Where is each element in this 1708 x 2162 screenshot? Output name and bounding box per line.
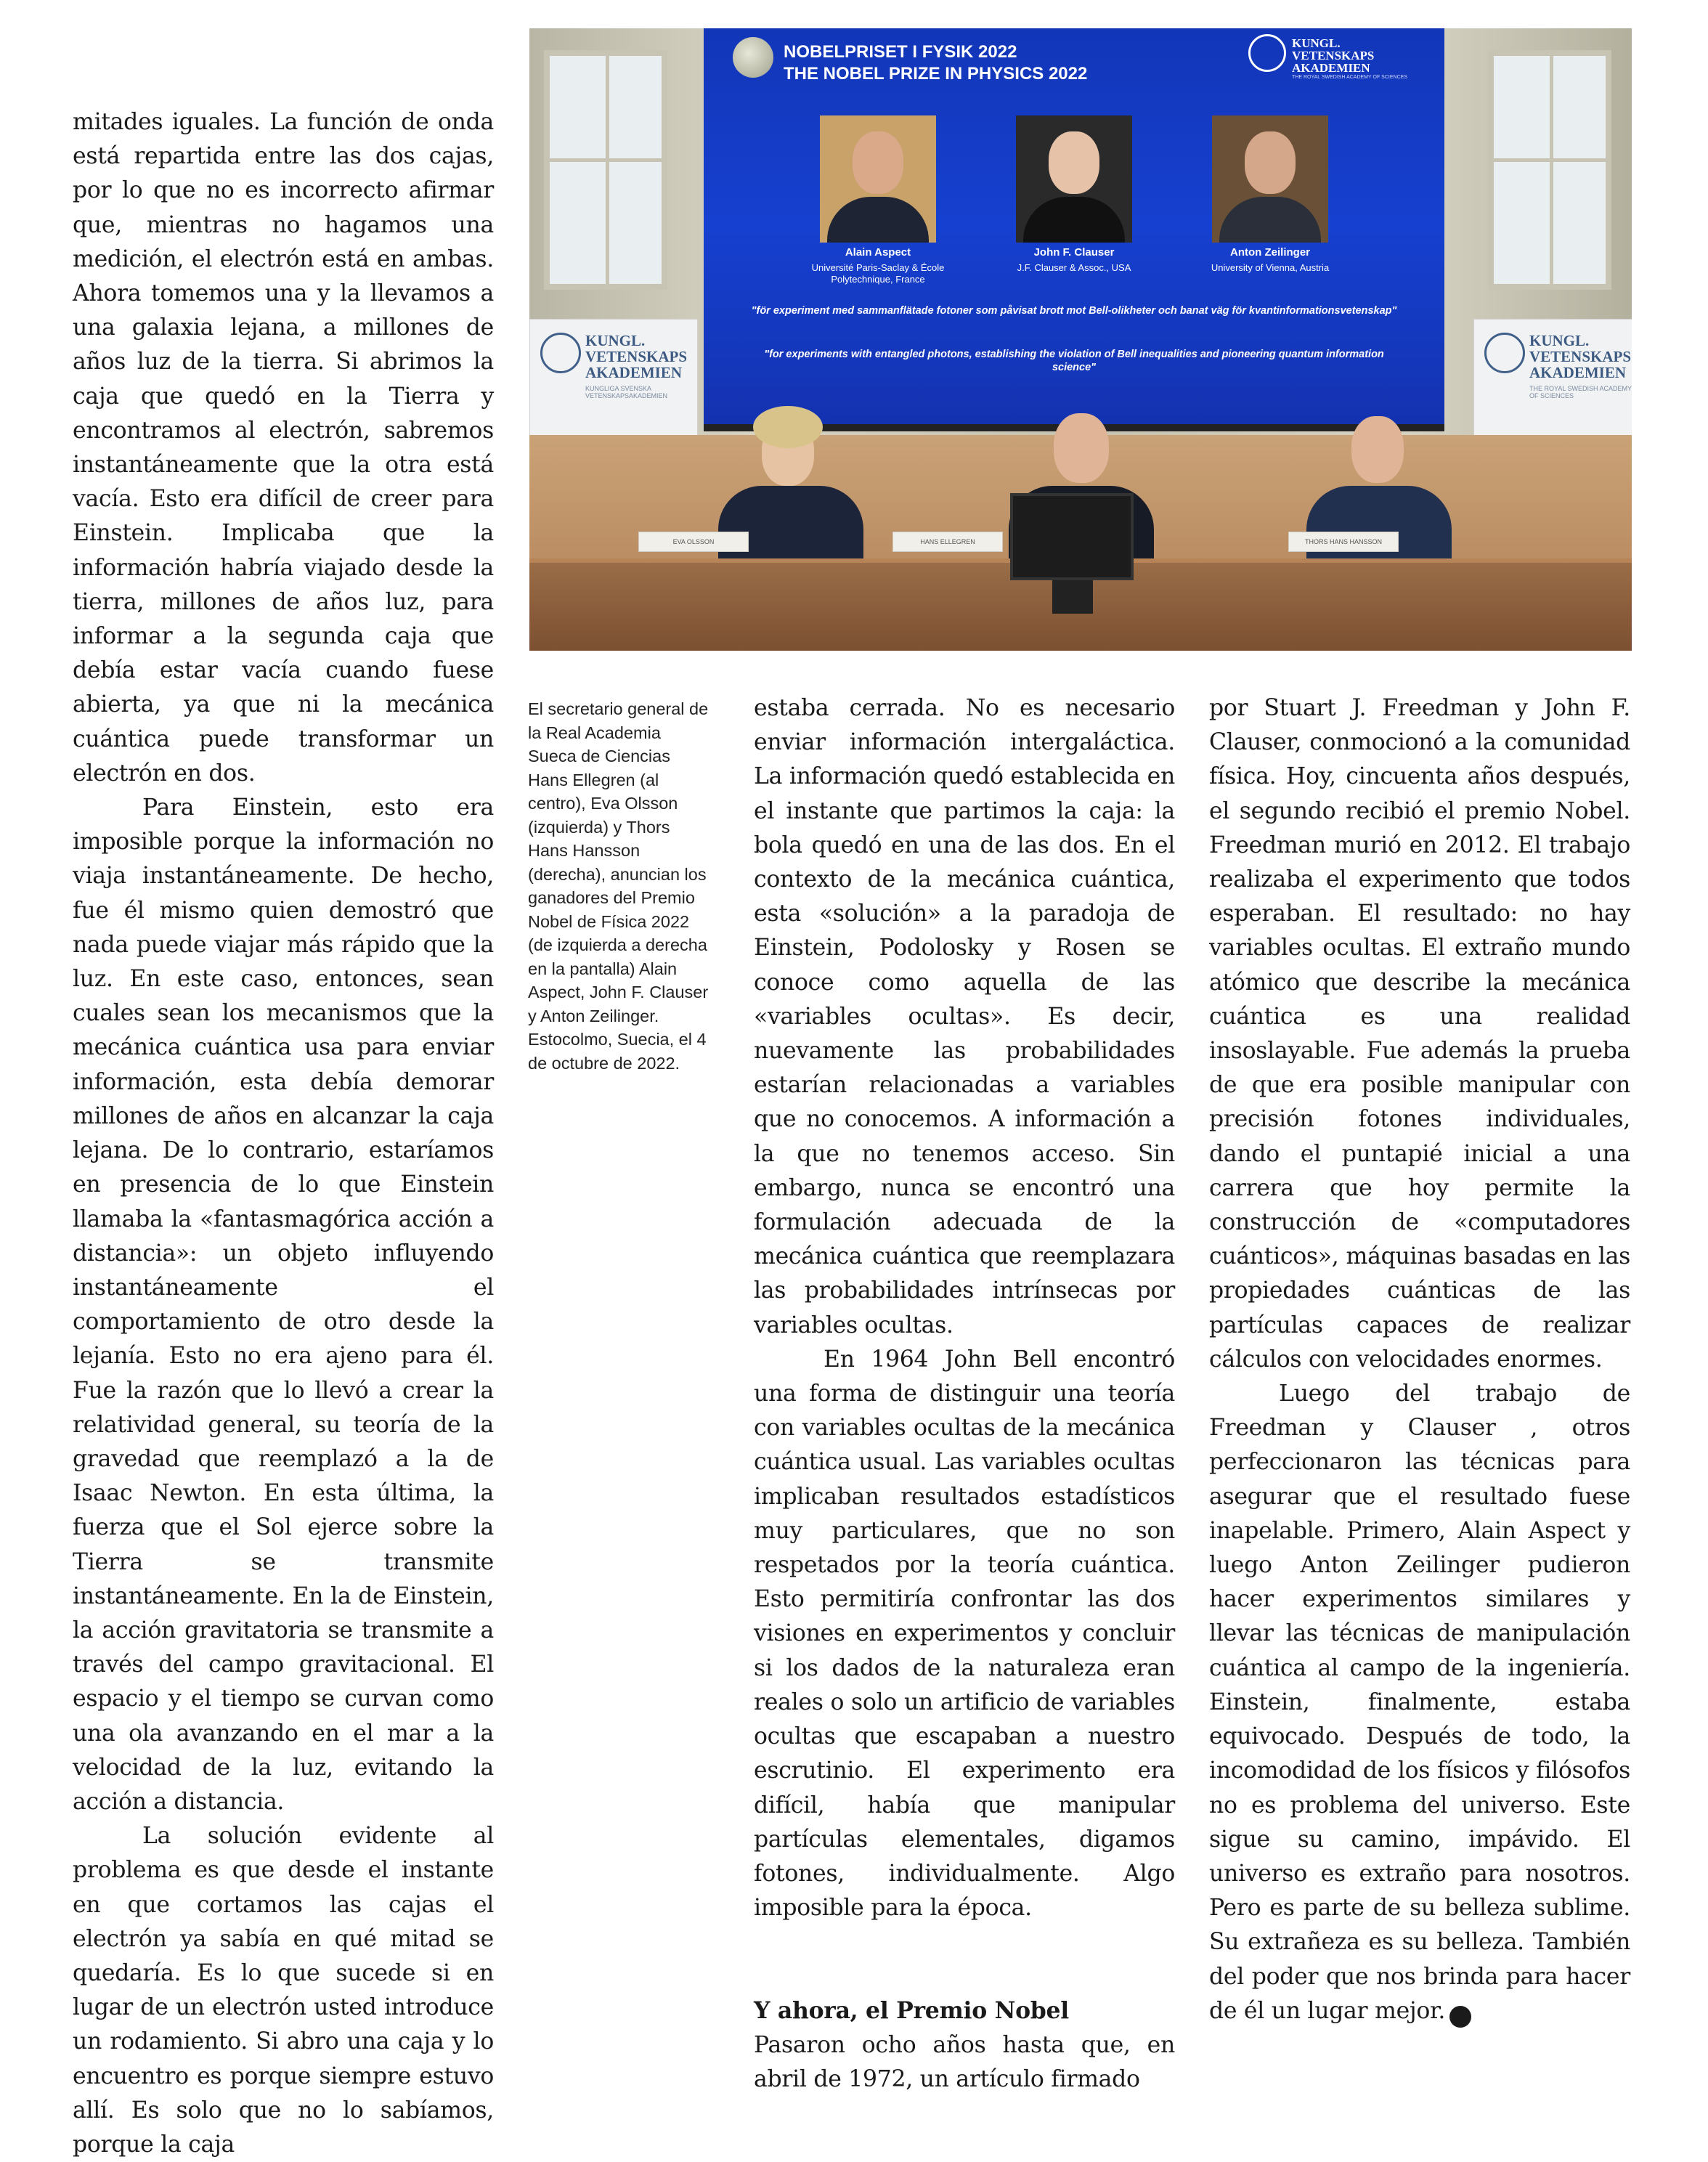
academy-logo [1248, 34, 1415, 85]
laureate-name: Alain Aspect [845, 246, 911, 259]
paragraph: Para Einstein, esto era imposible porque la información no viaja instantáneamente. De hecho, fue él mismo quien demostró que nada puede viajar más rápido que la luz. En este caso, entonces, sean cuales sean los mecanismos que la mecánica cuántica usa para enviar información, esta debía demorar millones de años en alcanzar la caja lejana. De lo contrario, estaríamos en presencia de lo que Einstein llamaba la «fantasmagórica acción a distancia»: un objeto influyendo instantáneamente el comportamiento de otro desde la lejanía. Esto no era ajeno para él. Fue la razón que lo llevó a crear la relatividad general, su teoría de la gravedad que reemplazó a la de Isaac Newton. En esta última, la fuerza que el Sol ejerce sobre la Tierra se transmite instantáneamente. En la de Einstein, la acción gravitatoria se transmite a través del campo gravitacional. El espacio y el tiempo se curvan como una ola avanzando en el mar a la velocidad de la luz, evitando la acción a distancia. [73, 795, 494, 1815]
banner-right-title: KUNGL. VETENSKAPS AKADEMIEN [1529, 332, 1632, 381]
window-right [1488, 50, 1611, 290]
laureate-portrait [1212, 115, 1328, 243]
paragraph [1209, 1377, 1630, 2028]
laureate-affiliation: Université Paris-Saclay & École Polytechnique, France [811, 262, 945, 285]
paragraph: estaba cerrada. No es necesario enviar información intergaláctica. La información quedó establecida en el instante que partimos la caja: la bola quedó en una de las dos. En el contexto de la mecánica cuántica, esta «solución» a la paradoja de Einstein, Podolosky y Rosen se conoce como aquella de las «variables ocultas». Es decir, nuevamente las probabilidades estarían relacionadas a variables que no conocemos. A información a la que no tenemos acceso. Sin embargo, nunca se encontró una formulación adecuada de la mecánica cuántica que reemplazara las probabilidades intrínsecas por variables ocultas. [754, 695, 1175, 1338]
laureate-name: Anton Zeilinger [1230, 246, 1310, 259]
window-left [544, 50, 667, 290]
paragraph: En 1964 John Bell encontró una forma de distinguir una teoría con variables ocultas de la mecánica cuántica usual. Las variables ocultas implicaban resultados estadísticos muy particulares, que no son respetados por la teoría cuántica. Esto permitiría confrontar las dos visiones en experimentos y concluir si los dados de la naturaleza eran reales o solo un artificio de variables ocultas que escapaban a nuestro escrutinio. El experimento era difícil, había que manipular partículas elementales, digamos fotones, individualmente. Algo imposible para la época. [754, 1346, 1175, 1922]
monitor-stand [1052, 580, 1093, 614]
nobel-announcement-photo [529, 28, 1632, 651]
academy-logo-text: KUNGL. VETENSKAPS AKADEMIEN [1292, 36, 1375, 75]
laureate-affiliation: University of Vienna, Austria [1211, 262, 1330, 273]
laureate-affiliation: J.F. Clauser & Assoc., USA [1017, 262, 1131, 273]
paragraph: por Stuart J. Freedman y John F. Clauser, conmocionó a la comunidad física. Hoy, cincuenta años después, el segundo recibió el premio Nobel. Freedman murió en 2012. El trabajo realizaba el experimento que todos esperaban. El resultado: no hay variables ocultas. El extraño mundo atómico que describe la mecánica cuántica es una realidad insoslayable. Fue además la prueba de que era posible manipular con precisión fotones individuales, dando el puntapié inicial a una carrera que hoy permite la construcción de «computadores cuánticos», máquinas basadas en las propiedades cuánticas de las partículas capaces de realizar cálculos con velocidades enormes. [1209, 695, 1630, 1373]
academy-logo-subtitle: THE ROYAL SWEDISH ACADEMY OF SCIENCES [1292, 75, 1407, 80]
screen-header: NOBELPRISET I FYSIK 2022 THE NOBEL PRIZE IN PHYSICS 2022 [784, 42, 1088, 84]
prize-citation-swedish: "för experiment med sammanflätade fotoner som påvisat brott mot Bell-olikheter och banat väg för kvantinformationsvetenskap" [751, 305, 1397, 317]
academy-seal-icon [1484, 333, 1525, 373]
section-subheading: Y ahora, el Premio Nobel [754, 1997, 1069, 2025]
banner-left-title: KUNGL. VETENSKAPS AKADEMIEN [585, 332, 688, 381]
paragraph: mitades iguales. La función de onda está repartida entre las dos cajas, por lo que no es incorrecto afirmar que, mientras no hagamos una medición, el electrón está en ambas. Ahora tomemos una y la llevamos a una galaxia lejana, a millones de años luz de la tierra. Si abrimos la caja que quedó en la Tierra y encontramos al electrón, sabremos instantáneamente que la otra está vacía. Esto era difícil de creer para Einstein. Implicaba que la información habría viajado desde la tierra, millones de años luz, para informar a la segunda caja que debía estar vacía cuando fuese abierta, ya que ni la mecánica cuántica puede transformar un electrón en dos. [73, 109, 494, 787]
paragraph-text: Luego del trabajo de Freedman y Clauser , otros perfeccionaron las técnicas para asegurar que el resultado fuese inapelable. Primero, Alain Aspect y luego Anton Zeilinger pudieron hacer experimentos similares y llevar las técnicas de manipulación cuántica al campo de la ingeniería. Einstein, finalmente, estaba equivocado. Después de todo, la incomodidad de los físicos y filósofos no es problema del universo. Este sigue su camino, impávido. El universo es extraño para nosotros. Pero es parte de su belleza sublime. Su extrañeza es su belleza. También del poder que nos brinda para hacer de él un lugar mejor. [1209, 1381, 1630, 2024]
laureate-portrait [1016, 115, 1132, 243]
article-column-1 [73, 105, 494, 2162]
nobel-medal-icon [733, 37, 773, 78]
laureate-name: John F. Clauser [1033, 246, 1115, 259]
nameplate: THORS HANS HANSSON [1288, 532, 1399, 552]
academy-seal-icon [540, 333, 581, 373]
banner-right-subtitle: THE ROYAL SWEDISH ACADEMY OF SCIENCES [1529, 385, 1632, 399]
academy-ring-icon [1248, 34, 1286, 72]
projection-screen [704, 28, 1444, 431]
nameplate: HANS ELLEGREN [892, 532, 1003, 552]
article-column-3 [1209, 691, 1630, 2028]
nameplate: EVA OLSSON [638, 532, 749, 552]
photo-caption: El secretario general de la Real Academia Sueca de Ciencias Hans Ellegren (al centro), Eva Olsson (izquierda) y Thors Hans Hansson (derecha), anuncian los ganadores del Premio Nobel de Física 2022 (de izquierda a derecha en la pantalla) Alain Aspect, John F. Clauser y Anton Zeilinger. Estocolmo, Suecia, el 4 de octubre de 2022. [528, 699, 709, 1073]
monitor [1010, 493, 1134, 580]
end-of-article-icon: M [1449, 2006, 1471, 2028]
banner-left-subtitle: KUNGLIGA SVENSKA VETENSKAPSAKADEMIEN [585, 385, 668, 399]
paragraph: La solución evidente al problema es que desde el instante en que cortamos las cajas el electrón ya sabía en qué mitad se quedaría. Es lo que sucede si en lugar de un electrón usted introduce un rodamiento. Si abro una caja y lo encuentro es porque siempre estuvo allí. Es solo que no lo sabíamos, porque la caja [73, 1823, 494, 2158]
prize-citation-english: "for experiments with entangled photons, establishing the violation of Bell inequalities and pioneering quantum information science" [764, 349, 1384, 373]
article-column-2 [754, 691, 1175, 2097]
laureate-portrait [820, 115, 936, 243]
paragraph: Pasaron ocho años hasta que, en abril de 1972, un artículo firmado [754, 2031, 1175, 2092]
